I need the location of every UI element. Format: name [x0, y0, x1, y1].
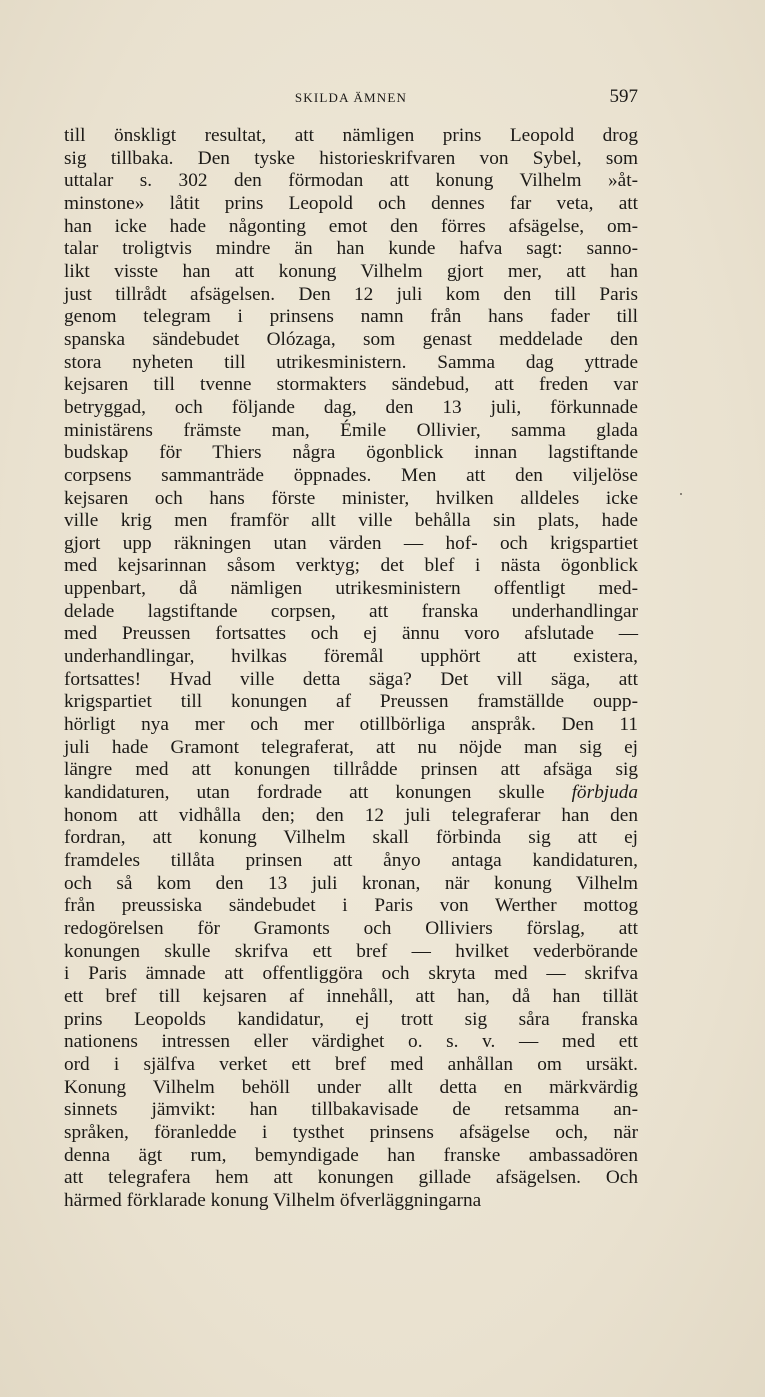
text-line: minstone» låtit prins Leopold och dennes far veta, att — [64, 192, 638, 214]
text-line: fordran, att konung Vilhelm skall förbinda sig att ej — [64, 827, 638, 849]
text-line: han icke hade någonting emot den förres afsägelse, om- — [64, 215, 638, 237]
text-line-with-italic — [64, 782, 638, 805]
text-line: corpsens sammanträde öppnades. Men att den viljelöse — [64, 464, 638, 486]
text-line: språken, föranledde i tysthet prinsens afsägelse och, när — [64, 1121, 638, 1143]
text-line: i Paris ämnade att offentliggöra och skryta med — skrifva — [64, 963, 638, 985]
text-line: gjort upp räkningen utan värden — hof- och krigspartiet — [64, 532, 638, 554]
text-line: hörligt nya mer och mer otillbörliga anspråk. Den 11 — [64, 714, 638, 736]
text-line: längre med att konungen tillrådde prinsen att afsäga sig — [64, 759, 638, 781]
text-line: sinnets jämvikt: han tillbakavisade de retsamma an- — [64, 1099, 638, 1121]
text-line: talar troligtvis mindre än han kunde hafva sagt: sanno- — [64, 238, 638, 260]
page-number: 597 — [609, 86, 638, 107]
text-line: likt visste han att konung Vilhelm gjort mer, att han — [64, 260, 638, 282]
italic-word: förbjuda — [571, 782, 638, 804]
text-line: genom telegram i prinsens namn från hans fader till — [64, 306, 638, 328]
running-head: SKILDA ÄMNEN — [294, 90, 408, 105]
text-line: prins Leopolds kandidatur, ej trott sig såra franska — [64, 1008, 638, 1030]
line-text: kandidaturen, utan fordrade att konungen skulle — [64, 782, 572, 804]
text-line: stora nyheten till utrikesministern. Samma dag yttrade — [64, 351, 638, 373]
text-line: ett bref till kejsaren af innehåll, att han, då han tillät — [64, 985, 638, 1007]
body-text — [64, 125, 638, 1213]
text-line: fortsattes! Hvad ville detta säga? Det vill säga, att — [64, 668, 638, 690]
text-line: underhandlingar, hvilkas föremål upphört att existera, — [64, 646, 638, 668]
text-line: budskap för Thiers några ögonblick innan lagstiftande — [64, 442, 638, 464]
text-line: denna ägt rum, bemyndigade han franske ambassadören — [64, 1144, 638, 1166]
text-line: krigspartiet till konungen af Preussen framställde oupp- — [64, 691, 638, 713]
text-line: nationens intressen eller värdighet o. s. v. — med ett — [64, 1031, 638, 1053]
text-line: just tillrådt afsägelsen. Den 12 juli kom den till Paris — [64, 283, 638, 305]
text-line: framdeles tillåta prinsen att ånyo antaga kandidaturen, — [64, 850, 638, 871]
page-header — [64, 86, 638, 112]
text-line: konungen skulle skrifva ett bref — hvilket vederbörande — [64, 940, 638, 962]
text-line: honom att vidhålla den; den 12 juli telegraferar han den — [64, 804, 638, 826]
text-line: från preussiska sändebudet i Paris von Werther mottog — [64, 895, 638, 917]
text-line: redogörelsen för Gramonts och Olliviers förslag, att — [64, 917, 638, 939]
text-line: delade lagstiftande corpsen, att franska underhandlingar — [64, 600, 638, 622]
text-line: kejsaren och hans förste minister, hvilken alldeles icke — [64, 487, 638, 509]
text-line: till önskligt resultat, att nämligen prins Leopold drog — [64, 125, 638, 146]
text-line: uppenbart, då nämligen utrikesministern offentligt med- — [64, 578, 638, 600]
text-line: Konung Vilhelm behöll under allt detta en märkvärdig — [64, 1076, 638, 1098]
text-line: ord i själfva verket ett bref med anhållan om ursäkt. — [64, 1053, 638, 1075]
text-line: att telegrafera hem att konungen gillade afsägelsen. Och — [64, 1167, 638, 1189]
text-line: ministärens främste man, Émile Ollivier, samma glada — [64, 419, 638, 441]
text-line: betryggad, och följande dag, den 13 juli, förkunnade — [64, 396, 638, 418]
text-line: med kejsarinnan såsom verktyg; det blef i nästa ögonblick — [64, 555, 638, 577]
text-line: sig tillbaka. Den tyske historieskrifvaren von Sybel, som — [64, 147, 638, 169]
paper-speck — [680, 493, 682, 495]
text-line: uttalar s. 302 den förmodan att konung Vilhelm »åt- — [64, 170, 638, 192]
text-line: och så kom den 13 juli kronan, när konung Vilhelm — [64, 872, 638, 894]
text-line: juli hade Gramont telegraferat, att nu nöjde man sig ej — [64, 736, 638, 758]
text-line: ville krig men framför allt ville behålla sin plats, hade — [64, 510, 638, 532]
text-line: med Preussen fortsattes och ej ännu voro afslutade — — [64, 623, 638, 645]
text-line: härmed förklarade konung Vilhelm öfverläggningarna — [64, 1189, 482, 1211]
text-line: kejsaren till tvenne stormakters sändebud, att freden var — [64, 374, 638, 396]
text-line: spanska sändebudet Olózaga, som genast meddelade den — [64, 328, 638, 350]
